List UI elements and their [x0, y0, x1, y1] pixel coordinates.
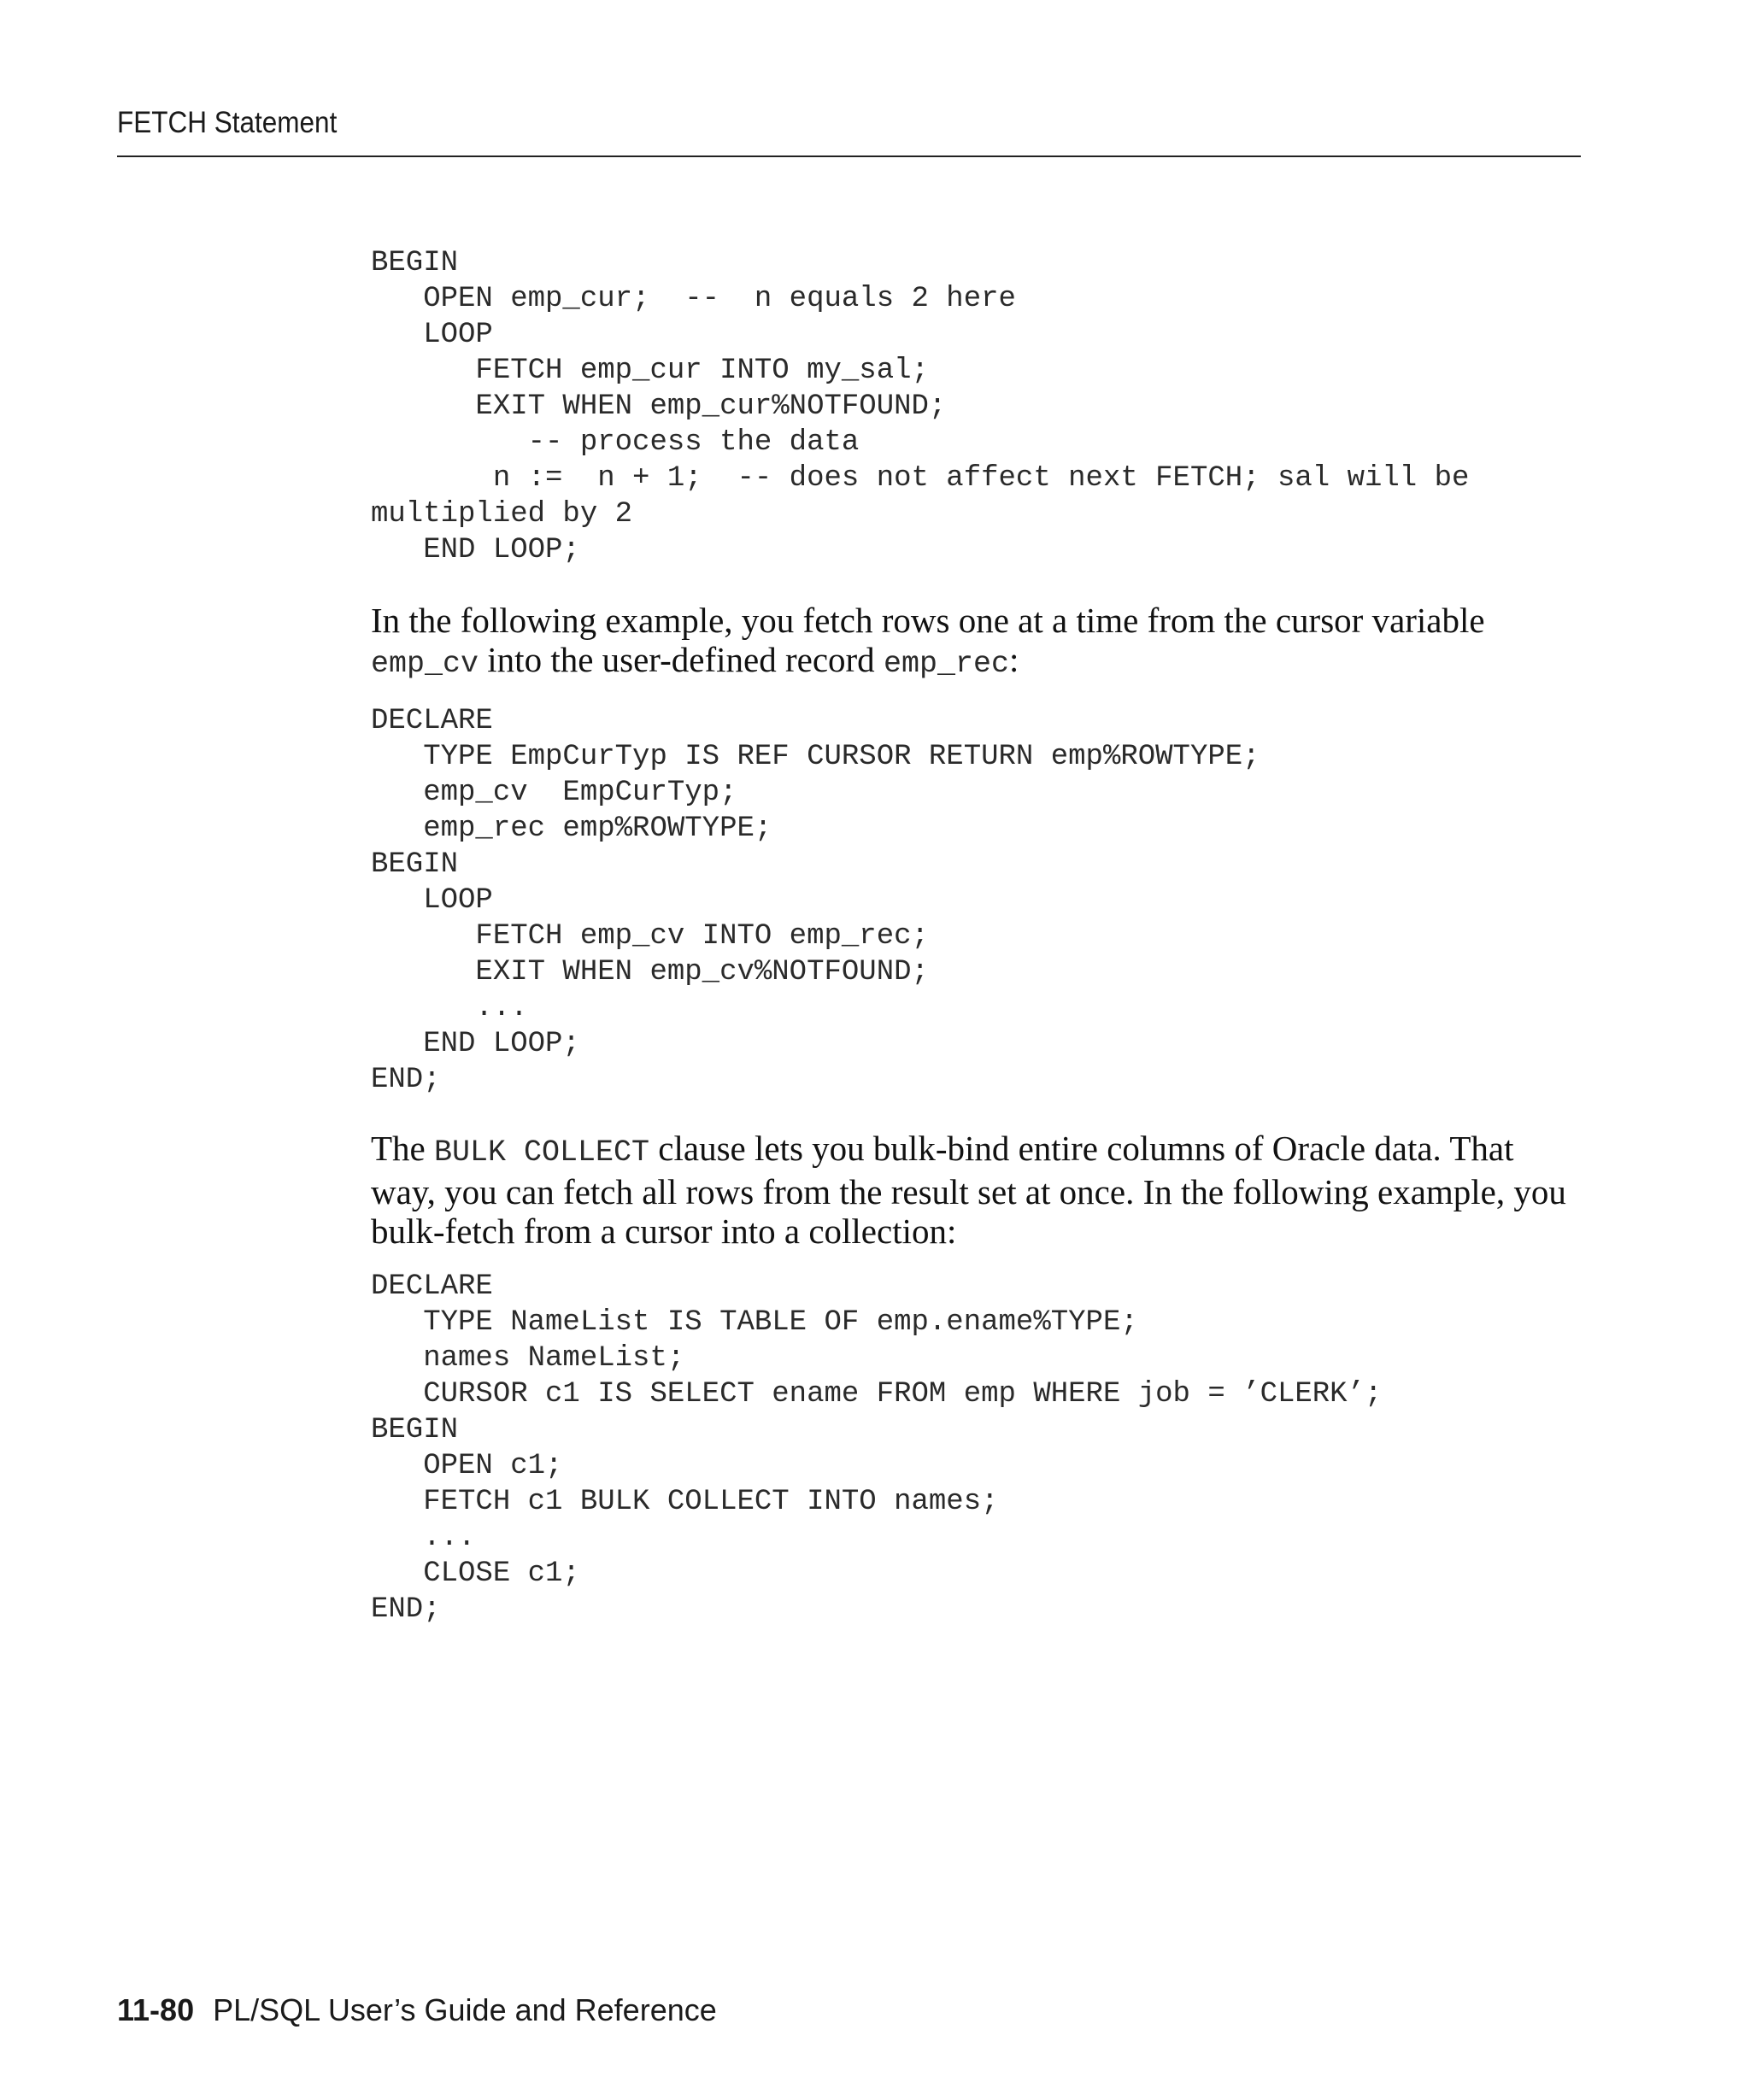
inline-code-bulk-collect: BULK COLLECT: [434, 1135, 650, 1170]
paragraph-cursor-variable: [371, 601, 1584, 683]
inline-code-emp-cv: emp_cv: [371, 647, 479, 681]
inline-code-emp-rec: emp_rec: [883, 647, 1009, 681]
paragraph-text: into the user-defined record: [479, 640, 884, 679]
code-example-fetch-loop: BEGIN OPEN emp_cur; -- n equals 2 here LOOP FETCH emp_cur INTO my_sal; EXIT WHEN emp_cur%NOTFOUND; -- process the data n := n + 1; -- does not affect next FETCH; sal will be multiplied by 2 END LOOP;: [371, 247, 1470, 566]
paragraph-text: In the following example, you fetch rows one at a time from the cursor variable: [371, 601, 1485, 640]
paragraph-text: The: [371, 1129, 434, 1168]
paragraph-text: clause lets you bulk-bind entire columns of Oracle data. That way, you can fetch all rows from the result set at once. In the following example, you bulk-fetch from a cursor into a collection:: [371, 1129, 1566, 1251]
book-title: PL/SQL User’s Guide and Reference: [213, 1992, 717, 2027]
code-example-bulk-collect: DECLARE TYPE NameList IS TABLE OF emp.ename%TYPE; names NameList; CURSOR c1 IS SELECT ename FROM emp WHERE job = ’CLERK’; BEGIN OPEN c1; FETCH c1 BULK COLLECT INTO names; ... CLOSE c1; END;: [371, 1270, 1383, 1626]
running-header-title: FETCH Statement: [117, 106, 338, 139]
code-example-cursor-variable: DECLARE TYPE EmpCurTyp IS REF CURSOR RETURN emp%ROWTYPE; emp_cv EmpCurTyp; emp_rec emp%ROWTYPE; BEGIN LOOP FETCH emp_cv INTO emp_rec; EXIT WHEN emp_cv%NOTFOUND; ... END LOOP; END;: [371, 705, 1260, 1096]
paragraph-text: :: [1008, 640, 1019, 679]
paragraph-bulk-collect: [371, 1129, 1584, 1251]
page-footer: [117, 1992, 717, 2028]
header-rule: [117, 155, 1581, 157]
page-number: 11-80: [117, 1992, 195, 2027]
